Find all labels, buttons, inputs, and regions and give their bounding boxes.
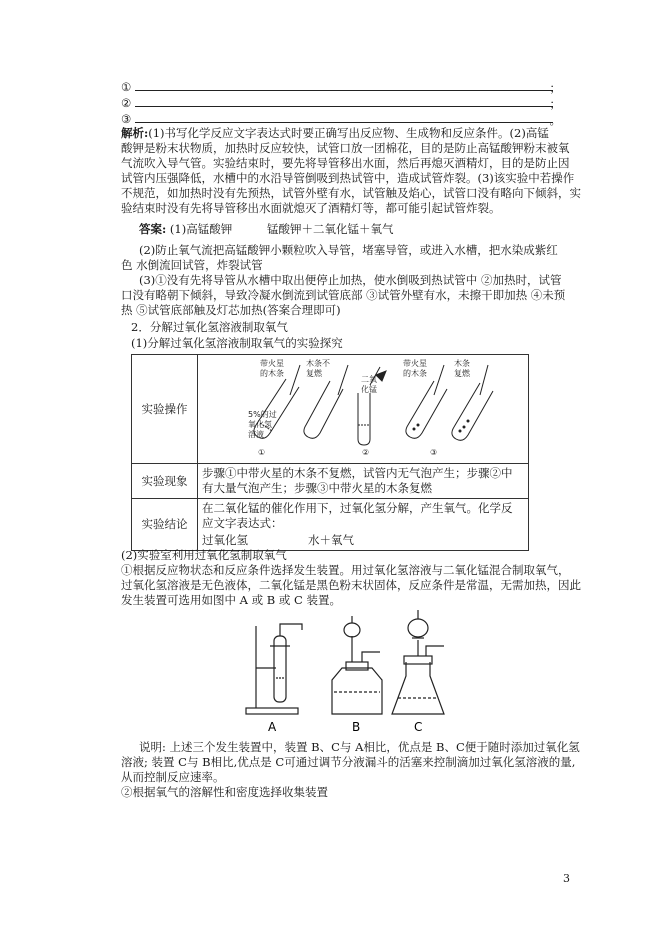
blank-number: ③ [121,112,132,126]
blank-rule [135,122,553,123]
body-line: ①根据反应物状态和反应条件选择发生装置。用过氧化氢溶液与二氧化锰混合制取氧气， [121,563,570,577]
table-row [132,464,529,499]
answer-line: 热 ⑤试管底部触及灯芯加热(答案合理即可) [121,303,341,317]
apparatus-figure [240,606,460,736]
label-glowing-splint-2: 带火星 [403,359,427,368]
apparatus-c [392,610,444,714]
analysis-line: 试管内压强降低，水槽中的水沿导管倒吸到热试管中，造成试管炸裂。(3)该实验中若操作 [121,171,575,185]
blank-rule [135,90,553,91]
answer-line: 色 水倒流回试管，炸裂试管 [121,258,263,272]
step-1-label: ① [258,448,266,457]
blank-end-punct: ； [549,81,561,95]
body-line: 发生装置可选用如图中 A 或 B 或 C 装置。 [121,593,341,607]
row-label: 实验操作 [132,355,198,464]
experiment-table [131,354,529,551]
analysis-line: 验结束时没有先将导管移出水面就熄灭了酒精灯等，都可能引起试管炸裂。 [121,201,501,215]
page-number: 3 [563,872,570,885]
svg-text:溶液: 溶液 [248,430,264,439]
answer-line: (3)①没有先将导管从水槽中取出便停止加热，使水倒吸到热试管中 ②加热时，试管 [139,273,562,287]
body-line: ②根据氧气的溶解性和密度选择收集装置 [121,785,328,799]
subsection-title: (2)实验室利用过氧化氢制取氧气 [121,548,287,562]
analysis-line: 气流吹入导气管。实验结束时，要先将导管移出水面，然后再熄灭酒精灯，目的是防止因 [121,156,570,170]
apparatus-b-label: B [352,720,361,734]
operation-figure-cell [198,355,529,464]
svg-text:化锰: 化锰 [361,385,377,394]
answer-line: 口没有略朝下倾斜，导致冷凝水倒流到试管底部 ③试管外壁有水，未擦干即加热 ④未预 [121,288,566,302]
svg-text:复燃: 复燃 [306,369,322,378]
subsection-title: (1)分解过氧化氢溶液制取氧气的实验探究 [131,336,343,350]
blank-end-punct: ； [549,97,561,111]
section-title: 2．分解过氧化氢溶液制取氧气 [131,320,288,334]
label-solution: 5%的过 [248,410,277,419]
blank-end-punct: 。 [549,113,561,127]
table-row [132,355,529,464]
row-label: 实验结论 [132,499,198,551]
note-line: 说明: 上述三个发生装置中，装置 B、C与 A相比，优点是 B、C便于随时添加过氧化氢 [139,740,580,754]
step-2-label: ② [362,448,370,457]
analysis-label: 解析: [121,126,149,140]
row-label: 实验现象 [132,464,198,499]
equation-left: 过氧化氢 [202,533,248,547]
blank-line-1 [121,80,561,94]
analysis-line: 酸钾是粉末状物质，加热时反应较快，试管口放一团棉花，目的是防止高锰酸钾粉末被氧 [121,141,570,155]
apparatus-c-label: C [414,720,423,734]
note-line: 溶液; 装置 C与 B相比,优点是 C可通过调节分液漏斗的活塞来控制滴加过氧化氢溶液的量, [121,755,576,769]
label-no-reignite: 木条不 [306,359,330,368]
phenomenon-cell: 步骤①中带火星的木条不复燃，试管内无气泡产生；步骤②中 有大量气泡产生；步骤③中带火星的木条复燃 [198,464,529,499]
note-line: 从而控制反应速率。 [121,770,225,784]
svg-text:复燃: 复燃 [454,369,470,378]
blank-rule [135,106,553,107]
blank-line-2 [121,96,561,110]
blank-line-3 [121,112,561,126]
svg-text:的木条: 的木条 [260,369,284,378]
label-glowing-splint: 带火星 [260,359,284,368]
label-reignite: 木条 [454,359,470,368]
apparatus-a [246,624,302,714]
test-tube-figure [198,355,528,459]
answer-line: (2)防止氧气流把高锰酸钾小颗粒吹入导管，堵塞导管，或进入水槽，把水染成紫红 [139,243,558,257]
equation-right: 水＋氧气 [308,533,354,547]
body-line: 过氧化氢溶液是无色液体，二氧化锰是黑色粉末状固体，反应条件是常温，无需加热，因此 [121,578,581,592]
answer-line [139,222,232,237]
table-row [132,499,529,551]
svg-text:氧化氢: 氧化氢 [248,420,272,429]
conclusion-cell: 在二氧化锰的催化作用下，过氧化氢分解，产生氧气。化学反 应文字表达式： 过氧化氢 水＋氧气 [198,499,529,551]
step-3-label: ③ [430,448,438,457]
svg-text:的木条: 的木条 [403,369,427,378]
answer-eq-left: (1)高锰酸钾 [169,222,233,236]
label-mno2: 二氧 [361,375,377,384]
blank-number: ② [121,96,132,110]
blank-number: ① [121,80,132,94]
answer-label: 答案: [139,222,167,236]
apparatus-a-label: A [268,720,277,734]
analysis-line: 不规范，如加热时没有先预热，试管外壁有水，试管触及焰心，试管口没有略向下倾斜，实 [121,186,581,200]
analysis-line: 解析:(1)书写化学反应文字表达式时要正确写出反应物、生成物和反应条件。(2)高锰 [121,126,549,140]
apparatus-b [332,616,382,714]
answer-eq-right: 锰酸钾＋二氧化锰＋氧气 [267,222,394,236]
